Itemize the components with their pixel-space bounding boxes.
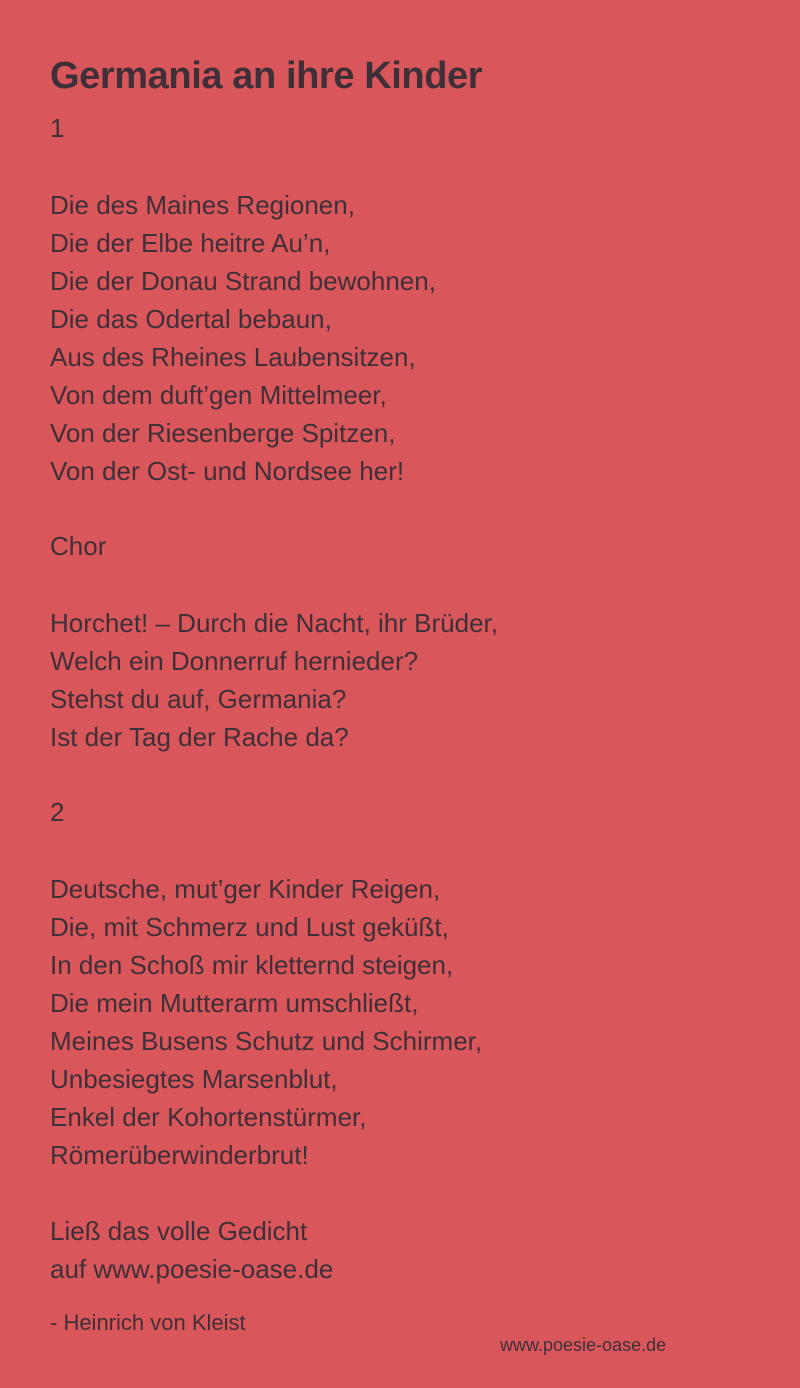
poem-line: Ist der Tag der Rache da? (50, 722, 349, 752)
chorus-stanza (50, 604, 498, 756)
website-watermark: www.poesie-oase.de (500, 1335, 667, 1355)
cta-line-1: Ließ das volle Gedicht (50, 1216, 308, 1246)
stanza-2 (50, 870, 482, 1174)
poem-line: In den Schoß mir kletternd steigen, (50, 950, 454, 980)
poem-line: Meines Busens Schutz und Schirmer, (50, 1026, 483, 1056)
poem-line: Die des Maines Regionen, (50, 190, 355, 220)
poem-author: - Heinrich von Kleist (50, 1310, 246, 1335)
poem-line: Enkel der Kohortenstürmer, (50, 1102, 367, 1132)
chorus-label: Chor (50, 531, 107, 561)
cta-line-2: auf www.poesie-oase.de (50, 1254, 334, 1284)
poem-line: Aus des Rheines Laubensitzen, (50, 342, 416, 372)
poem-line: Von der Riesenberge Spitzen, (50, 418, 396, 448)
poem-line: Die das Odertal bebaun, (50, 304, 332, 334)
poem-line: Die der Donau Strand bewohnen, (50, 266, 436, 296)
poem-line: Die der Elbe heitre Au’n, (50, 228, 331, 258)
full-poem-link-text (50, 1212, 333, 1288)
poem-line: Horchet! – Durch die Nacht, ihr Brüder, (50, 608, 498, 638)
poem-line: Stehst du auf, Germania? (50, 684, 347, 714)
poem-line: Welch ein Donnerruf hernieder? (50, 646, 419, 676)
poem-title: Germania an ihre Kinder (50, 55, 483, 97)
stanza-1 (50, 186, 436, 490)
poem-line: Deutsche, mut’ger Kinder Reigen, (50, 874, 441, 904)
poem-line: Die, mit Schmerz und Lust geküßt, (50, 912, 449, 942)
poem-line: Von dem duft’gen Mittelmeer, (50, 380, 387, 410)
poem-line: Unbesiegtes Marsenblut, (50, 1064, 338, 1094)
section-number-2: 2 (50, 797, 65, 827)
poem-line: Die mein Mutterarm umschließt, (50, 988, 419, 1018)
poem-line: Römerüberwinderbrut! (50, 1140, 309, 1170)
poem-line: Von der Ost- und Nordsee her! (50, 456, 405, 486)
section-number-1: 1 (50, 113, 65, 143)
